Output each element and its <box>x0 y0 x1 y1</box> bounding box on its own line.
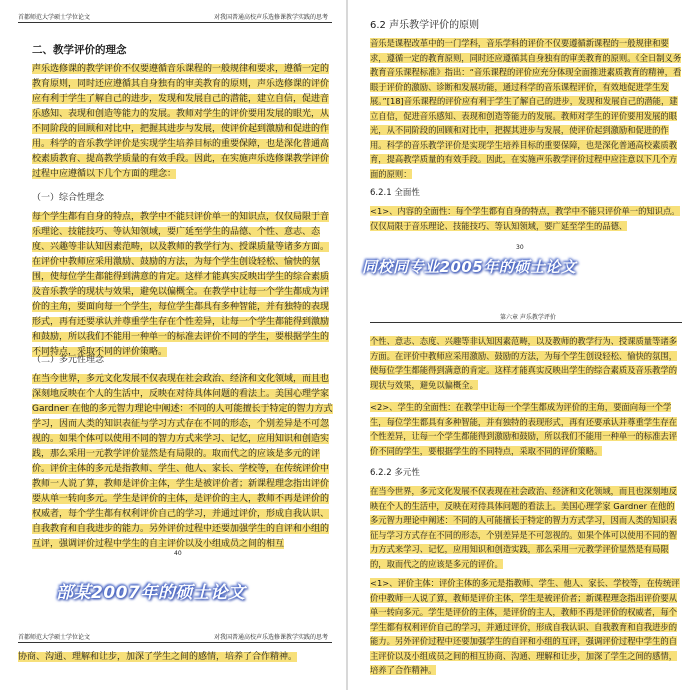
right-item-2: <2>、学生的全面性：在教学中让每一个学生都成为评价的主角，要面向每一个学生，每位学生都具有多种智能，并有独特的表现形式，再有还要承认并尊重学生存在个性差异，让每一个学生都能得到激励和鼓励，所以我们不能用一种单一的标准去评价不同的学生，要根据学生的不同特点，采取不同的评价策略。 <box>370 402 677 456</box>
left-next-header-right: 对我国普通高校声乐选修课教学实践的思考 <box>214 634 329 641</box>
right-thesis-page-top <box>350 0 690 298</box>
left-intro-paragraph: 声乐选修课的教学评价不仅要遵循音乐课程的一般规律和要求，遵循一定的教育原则，同时还应遵循其自身独有的审美教育的原则，声乐选修课的评价应有利于学生了解自己的进步，发现和发展自己的潜能，建立自信，促进音乐感知、表现和创造等能力的发展。教师对学生的评价要用发展的眼光，从不同阶段的回顾和对比中，把握其进步与发展，使评价起到激励和促进的作用。科学的音乐教学评价是实现学生培养目标的重要保障，也是深化普通高校素质教育、提高教学质量的有效手段。因此，在实施声乐选修课教学评价过程中应遵循以下几个方面的理念： <box>32 64 330 179</box>
left-header-right: 对我国普通高校声乐选修课教学实践的思考 <box>214 14 329 21</box>
right-chapter-header: 第六章 声乐教学评价 <box>500 314 556 321</box>
left-next-page-strip <box>4 624 344 690</box>
right-chapter-rule <box>370 322 682 323</box>
left-next-text: 协商、沟通、理解和让步，加深了学生之间的感情，培养了合作精神。 <box>18 652 298 662</box>
right-page-number: 30 <box>516 244 524 251</box>
left-section-title: 二、教学评价的理念 <box>32 44 127 56</box>
left-next-header-rule <box>18 642 332 643</box>
right-subheading-1: 6.2.1 全面性 <box>370 188 420 198</box>
left-page-number: 40 <box>174 550 182 557</box>
right-stamp-caption: 同校同专业2005年的硕士论文 <box>362 258 577 276</box>
right-intro-paragraph: 音乐是课程改革中的一门学科，音乐学科的评价不仅要遵循新课程的一般规律和要求，遵循一定的教育原则，同时还应遵循其自身独有的审美教育的原则。《全日制义务教育音乐课程标准》指出：“音乐课程的评价应充分体现全面推进素质教育的精神，看眼于评价的激励、诊断和发展功能，通过科学的音乐课程评价，有效地促进学生发展。”[18]音乐课程的评价应有利于学生了解自己的进步，发现和发展自己的潜能，建立自信，促进音乐感知、表现和创造等能力的发展。教师对学生的评价要用发展的眼光，从不同阶段的回顾和对比中，把握其进步与发展，使评价起到激励和促进的作用。科学的音乐教学评价是实现学生培养目标的重要保障，也是深化普通高校素质教育，提高教学质量的有效手段。因此，在实施声乐教学评价过程中应注意以下几个方面的原则： <box>370 38 682 179</box>
left-header-left: 首都师范大学硕士学位论文 <box>18 14 91 21</box>
right-paragraph-2: 在当今世界，多元文化发展不仅表现在社会政治、经济和文化领域，而且也深刻地反映在个人的生活中，反映在对待具体问题的看法上。美国心理学家 Gardner 在他的多元智力理论中阐述：不同的人可能擅长于特定的智力方式学习，因而人类的知识表征与学习方式存在不同的形态，个别差异是不可忽视的。如果个体可以使用不同的智力方式来学习、记忆，应用知识和创造实践，那么采用一元教学评价显然是有局限的，取而代之的应该是多元的评价。 <box>370 486 677 569</box>
right-item-1: <1>、内容的全面性：每个学生都有自身的特点，教学中不能只评价单一的知识点。仅仅局限于音乐理论、技能技巧、等认知领域，要广延至学生的品德、 <box>370 206 680 231</box>
left-stamp-caption: 部某2007年的硕士论文 <box>56 583 246 603</box>
left-next-header-left: 首都师范大学硕士学位论文 <box>18 634 91 641</box>
right-section-title: 6.2 声乐教学评价的原则 <box>370 20 480 31</box>
right-continued-paragraph: 个性、意志、态度、兴趣等非认知因素范畴，以及教师的教学行为、授课质量等诸多方面。在评价中教师应采用激励、鼓励的方法，为每个学生创设轻松、愉快的氛围，使每位学生都能得到满意的肯定。这样才能真实反映出学生的综合素质及音乐教学的现状与效果，避免以偏概全。 <box>370 336 677 390</box>
right-subheading-2: 6.2.2 多元性 <box>370 468 420 478</box>
column-divider <box>346 0 348 690</box>
left-header-rule <box>18 22 332 23</box>
left-paragraph-1: 每个学生都有自身的特点，教学中不能只评价单一的知识点，仅仅局限于音乐理论、技能技巧、等认知领域，要广延至学生的品德、个性、意志、态度、兴趣等非认知因素范畴，以及教师的教学行为、授课质量等诸多方面。在评价中教师应采用激励、鼓励的方法，为每个学生创设轻松、愉快的氛围，使每位学生都能得到满意的肯定。这样才能真实反映出学生的综合素质及音乐教学的现状与效果，避免以偏概全。在教学中让每一个学生都成为评价的主角，要面向每一个学生，每位学生都具有多种智能，并有独特的表现形式，再有还要承认并尊重学生存在个性差异，让每一个学生都能得到激励和鼓励，所以我们不能用一种单一的标准去评价不同的学生，要根据学生的不同特点，采取不同的评价策略。 <box>32 212 330 357</box>
left-paragraph-2: 在当今世界，多元文化发展不仅表现在社会政治、经济和文化领域，而且也深刻地反映在个人的生活中，反映在对待具体问题的看法上。美国心理学家 Gardner 在他的多元智力理论中阐述：不同的人可能擅长于特定的智力方式学习，因而人类的知识表征与学习方式存在不同的形态，个别差异是不可忽视的。如果个体可以使用不同的智力方式来学习、记忆，应用知识和创造实践，那么采用一元教学评价显然是有局限的。取而代之的应该是多元的评价。评价主体的多元是指教师、学生、他人、家长、学校等，在传统评价中教师一人说了算，教师是评价主体，学生是被评价者；新课程理念指出评价要从单一转向多元。学生是评价的主体，是评价的主人，教师不再是评价的权威者，每个学生都有权利评价自己的学习，并通过评价，形成自我认识、自我教育和自我进步的能力。另外评价过程中还要加强学生的自评和小组的互评，强调评价过程中学生的自主评价以及小组成员之间的相互 <box>32 374 333 549</box>
right-thesis-page-bottom <box>350 300 690 690</box>
left-subheading-2: （二）多元性理念 <box>32 355 105 365</box>
left-subheading-1: （一）综合性理念 <box>32 193 105 203</box>
right-item-3: <1>、评价主体：评价主体的多元是指教师、学生、他人、家长、学校等，在传统评价中教师一人说了算，教师是评价主体，学生是被评价者；新课程理念指出评价要从单一转向多元。学生是评价的主体，是评价的主人，教师不再是评价的权威者，每个学生都有权利评价自己的学习，并通过评价，形成自我认识、自我教育和自我进步的能力。另外评价过程中还要加强学生的自评和小组的互评，强调评价过程中学生的自主评价以及小组成员之间的相互协商、沟通、理解和让步，加深了学生之间的感情，培养了合作精神。 <box>370 578 680 675</box>
left-thesis-page <box>4 0 344 618</box>
